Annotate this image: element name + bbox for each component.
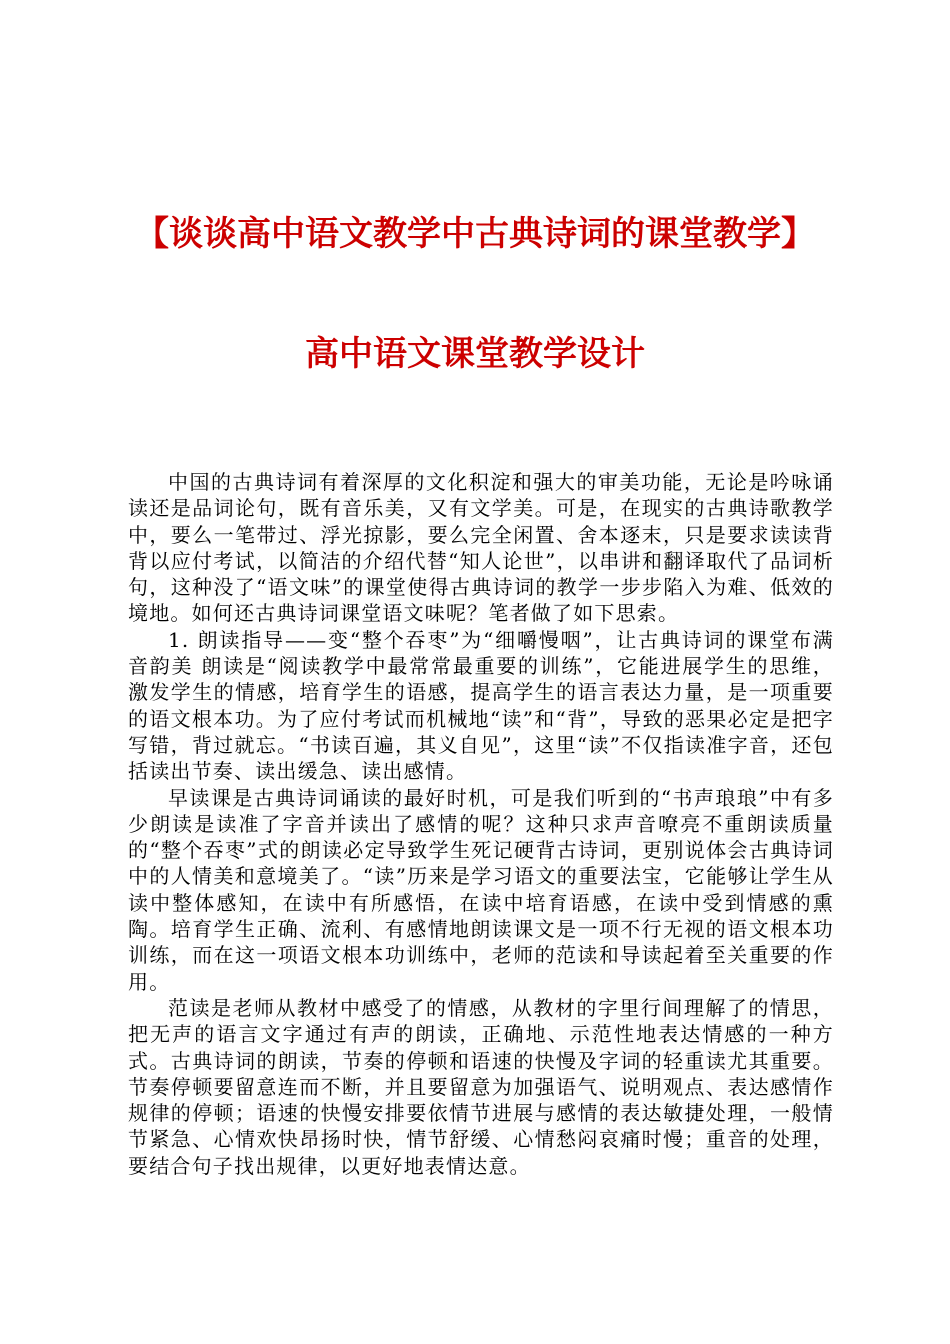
paragraph: 早读课是古典诗词诵读的最好时机，可是我们听到的“书声琅琅”中有多少朗读是读准了字音并读出了感情的呢？这种只求声音嘹亮不重朗读质量的“整个吞枣”式的朗读必定导致学生死记硬背古诗词，更别说体会古典诗词中的人情美和意境美了。“读”历来是学习语文的重要法宝，它能够让学生从读中整体感知，在读中有所感悟，在读中培育语感，在读中受到情感的熏陶。培育学生正确、流利、有感情地朗读课文是一项不行无视的语文根本功训练，而在这一项语文根本功训练中，老师的范读和导读起着至关重要的作用。 xyxy=(128,785,834,994)
document-subtitle: 高中语文课堂教学设计 xyxy=(305,334,645,374)
paragraph: 1. 朗读指导——变“整个吞枣”为“细嚼慢咽”，让古典诗词的课堂布满音韵美 朗读是“阅读教学中最常常最重要的训练”，它能进展学生的思维，激发学生的情感，培育学生的语感，提高学生的语言表达力量，是一项重要的语文根本功。为了应付考试而机械地“读”和“背”，导致的恶果必定是把字写错，背过就忘。“书读百遍，其义自见”，这里“读”不仅指读准字音，还包括读出节奏、读出缓急、读出感情。 xyxy=(128,627,834,784)
document-body xyxy=(128,469,834,1179)
paragraph: 中国的古典诗词有着深厚的文化积淀和强大的审美功能，无论是吟咏诵读还是品词论句，既有音乐美，又有文学美。可是，在现实的古典诗歌教学中，要么一笔带过、浮光掠影，要么完全闲置、舍本逐末，只是要求读读背背以应付考试，以简洁的介绍代替“知人论世”，以串讲和翻译取代了品词析句，这种没了“语文味”的课堂使得古典诗词的教学一步步陷入为难、低效的境地。如何还古典诗词课堂语文味呢？笔者做了如下思索。 xyxy=(128,470,834,626)
paragraph: 范读是老师从教材中感受了的情感，从教材的字里行间理解了的情思，把无声的语言文字通过有声的朗读，正确地、示范性地表达情感的一种方式。古典诗词的朗读，节奏的停顿和语速的快慢及字词的轻重读尤其重要。节奏停顿要留意连而不断，并且要留意为加强语气、说明观点、表达感情作规律的停顿；语速的快慢安排要依情节进展与感情的表达敏捷处理，一般情节紧急、心情欢快昂扬时快，情节舒缓、心情愁闷哀痛时慢；重音的处理，要结合句子找出规律，以更好地表情达意。 xyxy=(128,995,834,1178)
document-title: 【谈谈高中语文教学中古典诗词的课堂教学】 xyxy=(135,214,815,254)
